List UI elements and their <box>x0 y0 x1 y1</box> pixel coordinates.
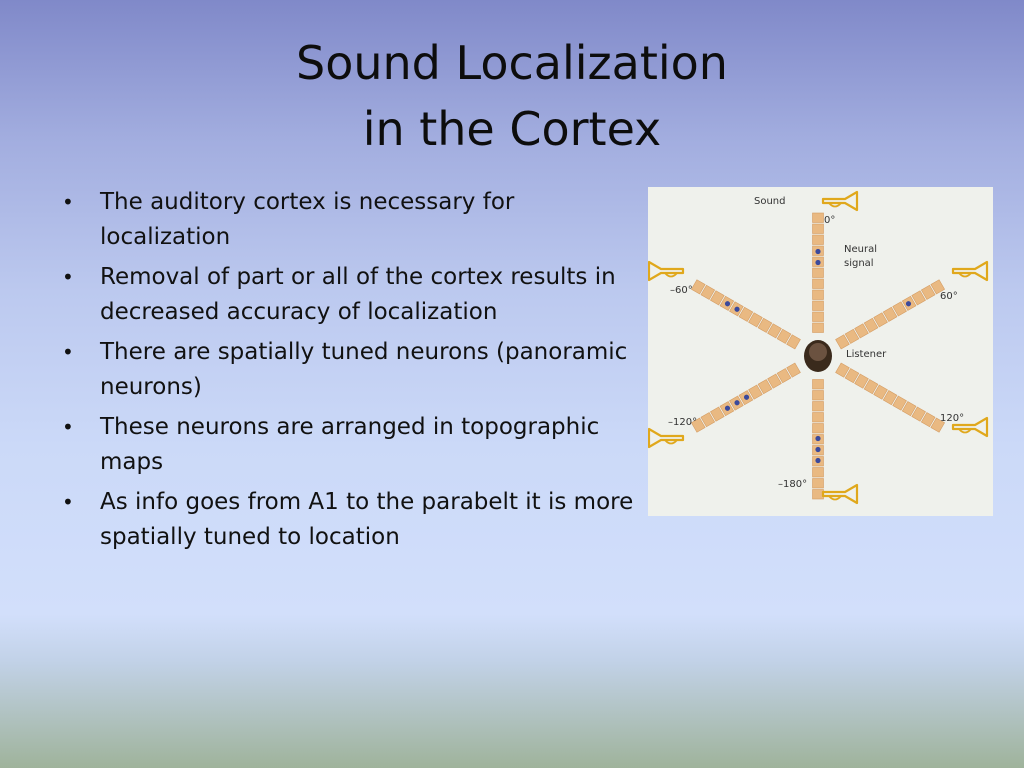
trumpet-icon <box>649 429 683 447</box>
angle-label-minus-180: –180° <box>778 479 808 490</box>
spoke <box>813 213 824 333</box>
bullet-text: These neurons are arranged in topographic maps <box>100 414 600 475</box>
localization-diagram <box>648 187 993 516</box>
neural-signal-dot <box>815 458 820 463</box>
neural-signal-label: signal <box>844 258 874 269</box>
slide-title <box>0 30 1024 162</box>
neuron-segment <box>813 402 824 412</box>
neural-signal-dot <box>815 436 820 441</box>
neuron-segment <box>813 290 824 300</box>
listener-label: Listener <box>846 349 887 360</box>
neuron-segment <box>813 312 824 322</box>
bullet-text: Removal of part or all of the cortex results in decreased accuracy of localization <box>100 264 616 325</box>
spoke <box>813 380 824 500</box>
sound-localization-figure <box>648 187 993 516</box>
angle-label-60: 60° <box>940 291 958 302</box>
neuron-segment <box>813 279 824 289</box>
neuron-segment <box>813 391 824 401</box>
neuron-segment <box>813 323 824 333</box>
trumpet-icon <box>649 262 683 280</box>
angle-label-minus-60: –60° <box>670 285 693 296</box>
bullet-text: As info goes from A1 to the parabelt it is more spatially tuned to location <box>100 489 634 550</box>
neuron-segment <box>813 268 824 278</box>
neuron-segment <box>813 213 824 223</box>
bullet-list <box>62 185 642 560</box>
trumpet-icon <box>823 192 857 210</box>
neuron-segment <box>813 380 824 390</box>
bullet-icon: • <box>62 190 74 214</box>
spoke <box>691 280 800 349</box>
spoke <box>691 363 800 432</box>
bullet-icon: • <box>62 490 74 514</box>
trumpet-icon <box>953 262 987 280</box>
neuron-segment <box>813 301 824 311</box>
neuron-segment <box>813 490 824 500</box>
neuron-segment <box>813 235 824 245</box>
bullet-item <box>62 260 642 330</box>
bullet-icon: • <box>62 340 74 364</box>
title-line-1: Sound Localization <box>296 36 728 90</box>
neural-signal-dot <box>815 447 820 452</box>
neuron-segment <box>813 413 824 423</box>
angle-label-120: 120° <box>940 413 965 424</box>
title-line-2: in the Cortex <box>362 102 662 156</box>
neuron-segment <box>813 424 824 434</box>
bullet-item <box>62 185 642 255</box>
angle-label-minus-120: –120° <box>668 417 698 428</box>
neural-signal-label: Neural <box>844 244 877 255</box>
bullet-icon: • <box>62 415 74 439</box>
spoke <box>836 280 945 349</box>
sound-label: Sound <box>754 196 786 207</box>
neuron-segment <box>813 224 824 234</box>
bullet-item <box>62 335 642 405</box>
neuron-segment <box>813 468 824 478</box>
neural-signal-dot <box>815 249 820 254</box>
listener-hair-icon <box>809 343 827 361</box>
neuron-segment <box>813 479 824 489</box>
bullet-item <box>62 410 642 480</box>
bullet-icon: • <box>62 265 74 289</box>
bullet-text: There are spatially tuned neurons (panoramic neurons) <box>100 339 628 400</box>
bullet-text: The auditory cortex is necessary for localization <box>100 189 515 250</box>
trumpet-icon <box>823 485 857 503</box>
spoke <box>836 363 945 432</box>
angle-label-0: 0° <box>824 215 836 226</box>
bullet-item <box>62 485 642 555</box>
neural-signal-dot <box>815 260 820 265</box>
